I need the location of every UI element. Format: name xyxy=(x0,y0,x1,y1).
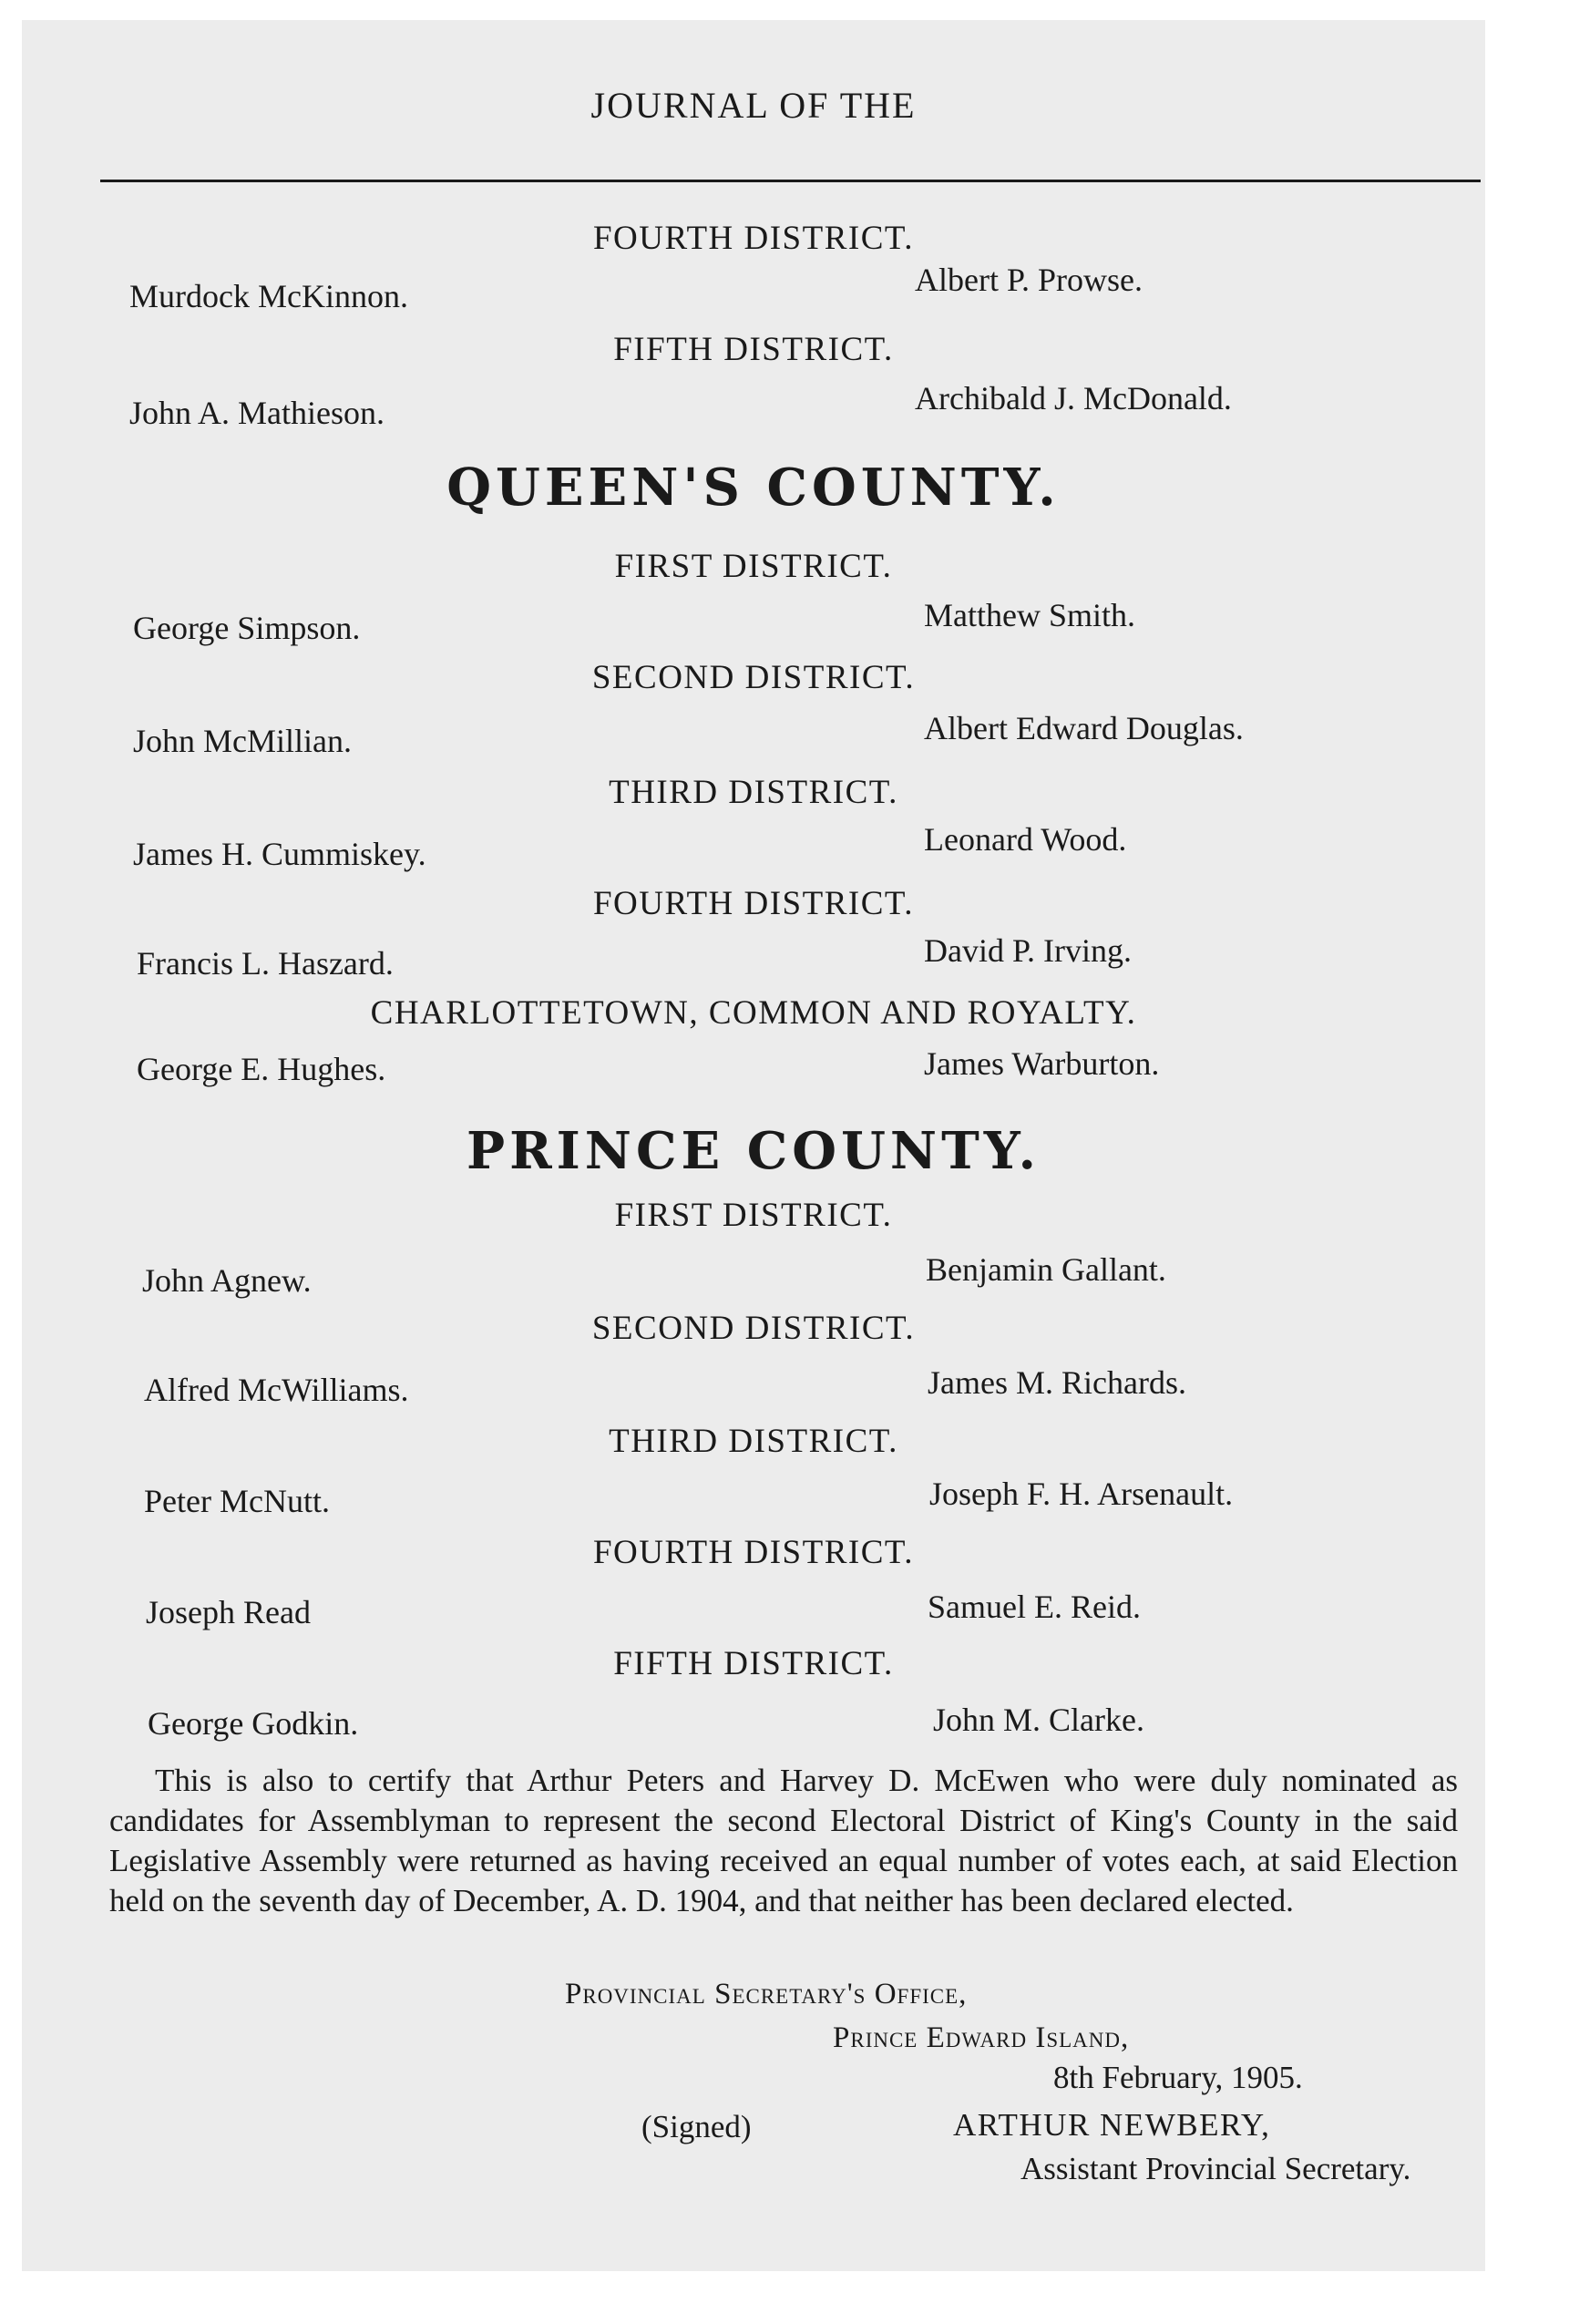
signed-label: (Signed) xyxy=(641,2109,752,2144)
member-name: Samuel E. Reid. xyxy=(928,1589,1141,1625)
member-name: Alfred McWilliams. xyxy=(144,1372,409,1408)
member-name: John A. Mathieson. xyxy=(129,395,385,431)
member-name: James H. Cummiskey. xyxy=(133,836,426,872)
district-heading: FOURTH DISTRICT. xyxy=(592,220,915,257)
member-name: David P. Irving. xyxy=(924,932,1132,969)
office-line: Prince Edward Island, xyxy=(833,2021,1130,2054)
certification-paragraph: This is also to certify that Arthur Peters and Harvey D. McEwen who were duly nominated as candidates for Assemblyman to represent the second Electoral District of King's County in the said Legislative Assembly were returned as having received an equal number of votes each, at said Election held on the seventh day of December, A. D. 1904, and that neither has been declared elected. xyxy=(109,1763,1458,1918)
member-name: Francis L. Haszard. xyxy=(137,945,394,982)
signatory-name: ARTHUR NEWBERY, xyxy=(953,2107,1271,2143)
county-heading: QUEEN'S COUNTY. xyxy=(446,458,1061,518)
member-name: George Simpson. xyxy=(133,610,361,646)
district-heading: FIFTH DISTRICT. xyxy=(613,1645,894,1682)
member-name: Archibald J. McDonald. xyxy=(915,380,1232,416)
member-name: John McMillian. xyxy=(133,723,352,759)
page-header: JOURNAL OF THE xyxy=(590,85,917,126)
member-name: John Agnew. xyxy=(142,1262,312,1299)
county-heading: PRINCE COUNTY. xyxy=(466,1121,1041,1181)
member-name: Benjamin Gallant. xyxy=(926,1251,1166,1288)
district-heading: SECOND DISTRICT. xyxy=(591,659,916,696)
member-name: John M. Clarke. xyxy=(933,1702,1144,1738)
journal-page xyxy=(22,20,1485,2271)
district-heading: SECOND DISTRICT. xyxy=(591,1310,916,1347)
member-name: Joseph Read xyxy=(146,1594,311,1630)
district-heading: FOURTH DISTRICT. xyxy=(592,1534,915,1571)
district-heading: FOURTH DISTRICT. xyxy=(592,885,915,922)
signatory-title: Assistant Provincial Secretary. xyxy=(1020,2151,1411,2186)
district-heading: THIRD DISTRICT. xyxy=(609,774,898,811)
member-name: James Warburton. xyxy=(924,1045,1160,1082)
member-name: James M. Richards. xyxy=(928,1364,1186,1401)
member-name: George Godkin. xyxy=(148,1705,359,1742)
district-heading: CHARLOTTETOWN, COMMON AND ROYALTY. xyxy=(370,994,1137,1032)
member-name: Matthew Smith. xyxy=(924,597,1135,633)
member-name: Leonard Wood. xyxy=(924,821,1127,858)
member-name: George E. Hughes. xyxy=(137,1051,386,1087)
member-name: Murdock McKinnon. xyxy=(129,278,408,314)
header-rule xyxy=(100,180,1481,182)
district-heading: THIRD DISTRICT. xyxy=(609,1423,898,1460)
member-name: Albert P. Prowse. xyxy=(915,262,1143,298)
member-name: Peter McNutt. xyxy=(144,1483,330,1519)
district-heading: FIFTH DISTRICT. xyxy=(613,331,894,368)
member-name: Joseph F. H. Arsenault. xyxy=(929,1476,1234,1512)
district-heading: FIRST DISTRICT. xyxy=(614,548,893,585)
office-line: Provincial Secretary's Office, xyxy=(565,1978,968,2010)
district-heading: FIRST DISTRICT. xyxy=(614,1197,893,1234)
date-line: 8th February, 1905. xyxy=(1053,2060,1303,2095)
member-name: Albert Edward Douglas. xyxy=(924,710,1244,746)
